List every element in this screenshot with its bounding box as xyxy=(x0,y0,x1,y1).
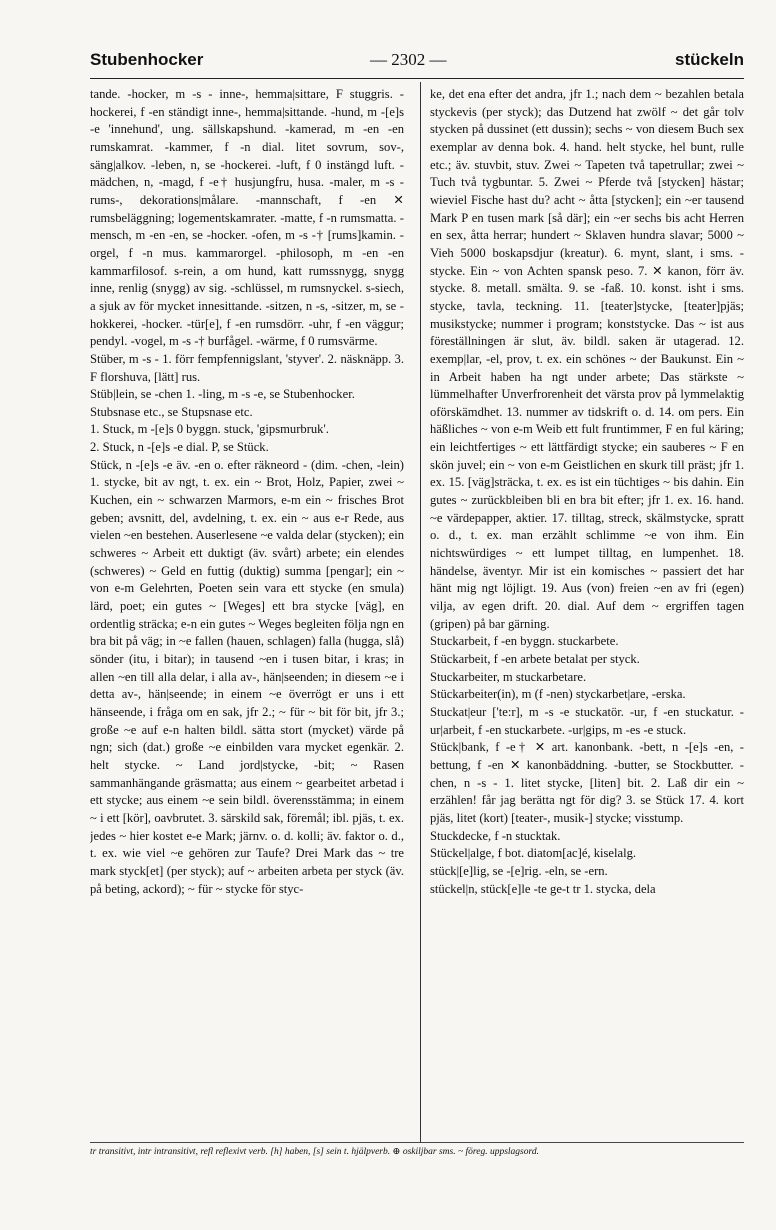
entry-paragraph: Stuckat|eur ['te:r], m -s -e stuckatör. -ur, f -en stuckatur. -ur|arbeit, f -en stuckarbete. -ur|gips, m -es -e stuck. xyxy=(430,704,744,737)
column-divider xyxy=(420,82,421,1142)
entry-paragraph: stückel|n, stück[e]le -te ge-t tr 1. stycka, dela xyxy=(430,881,656,896)
entry-paragraph: Stuckarbeit, f -en byggn. stuckarbete. xyxy=(430,634,619,649)
entry-paragraph: tande. -hocker, m -s - inne-, hemma|sittare, F stuggris. -hockerei, f -en ständigt inne-, hemma|sittande. -hund, m -[e]s -e 'innehund', ung. sällskapshund. -kamerad, m -en -en rumskamrat. -kammer, f -n dial. litet sovrum, sov-, säng|alkov. -leben, n, se -hockerei. -luft, f 0 instängd luft. -mädchen, n, -magd, f -e† husjungfru, husa. -maler, m -s - rums-, dekorations|målare. -mannschaft, f -en ✕ rumsbeläggning; logementskamrater. -matte, f -n rumsmatta. -mensch, m -en -en, se -hocker. -ofen, m -s -† [rums]kamin. -orgel, f -n mus. kammarorgel. -philosoph, m -en -en kammarfilosof. s-rein, a om hund, katt rumssnygg, snygg inne, renlig (snygg) av sig. -schlüssel, m rumsnyckel. s-siech, a sjuk av för mycket innesittande. -sitzen, n -s, -sitzer, m, se -hokkerei, -hocker. -tür[e], f -en rumsdörr. -uhr, f -en väggur; pendyl. -vogel, m -s -† burfågel. -wärme, f 0 rumsvärme. xyxy=(90,87,404,349)
entry-paragraph: ke, det ena efter det andra, jfr 1.; nach dem ~ bezahlen betala styckevis (per styck); das Dutzend hat zwölf ~ det går tolv stycken på dussinet (ett dussin); sechs ~ von diesem Buch sex exemplar av denna bok. 4. hand. helt stycke, hel bunt, rulle etc.; äv. stuvbit, stuv. Zwei ~ Tapeten två tapetrullar; zwei ~ Tuch två tygbuntar. 5. Zwei ~ Pferde två [stycken] hästar; wieviel Fische hast du? acht ~ åtta [stycken]; ein ~er tausend Mark P en tusen mark [så där]; ein ~er sechs bis acht Herren en sex, åtta herrar; hundert ~ Sklaven hundra slavar; 5000 ~ Vieh 5000 boskapsdjur (kreatur). 6. mynt, slant, i sms. -stycke. Ein ~ von Achten spansk peso. 7. ✕ kanon, förr äv. stycke. 8. metall. smälta. 9. se -faß. 10. konst. isht i sms. stycke, tavla, teckning. 11. [teater]stycke, [teater]pjäs; musikstycke; nummer i program; konststycke. Das ~ ist aus föreställningen är slut, äv. bildl. saken är utagerad. 12. exemp|lar, -el, prov, t. ex. ein schönes ~ der Baukunst. Ein ~ in Arbeit haben ha ngt under arbete; Das stärkste ~ lümmelhafter Unverfrorenheit det värsta prov på lymmelaktig oförskämdhet. 13. nummer av tidskrift o. d. 14. om pers. Ein häßliches ~ von e-m Weib ett fult fruntimmer, F en ful käring; ein leichtfertiges ~ ett lättfärdigt stycke; ein sauberes ~ F en skön juvel; ein ~ von e-m Geistlichen en skurk till präst; jfr 1. ex. 15. [väg]sträcka, t. ex. es ist ein tüchtiges ~ bis dahin. Ein gutes ~ zurückbleiben bli en bra bit efter; jfr 1. ex. 16. hand. ~e värdepapper, aktier. 17. tilltag, streck, skälmstycke, spratt o. d., t. ex. man erzählt schlimme ~e von ihm. Ein nichtswürdiges ~ ett lumpet tilltag, en lumpenhet. 18. händelse, äventyr. Mir ist ein komisches ~ passiert det har hänt mig ngt löjligt. 19. Aus (von) freien ~en av fri (egen) vilja, av egen drift. 20. dial. Auf dem ~ ergriffen tagen (gripen) på bar gärning. xyxy=(430,87,744,631)
left-column xyxy=(90,86,404,1136)
entry-paragraph: Stubsnase etc., se Stupsnase etc. xyxy=(90,404,253,419)
page-number: — 2302 — xyxy=(370,50,447,69)
entry-paragraph: Stückel|alge, f bot. diatom[ac]é, kiselalg. xyxy=(430,846,637,861)
header-right-guideword: stückeln xyxy=(675,50,744,69)
abbreviation-footer: tr transitivt, intr intransitivt, refl reflexivt verb. [h] haben, [s] sein t. hjälpverb. ⊕ oskiljbar sms. ~ föreg. uppslagsord. xyxy=(90,1147,539,1157)
footer-rule xyxy=(90,1142,744,1143)
entry-paragraph: 1. Stuck, m -[e]s 0 byggn. stuck, 'gipsmurbruk'. xyxy=(90,422,329,437)
entry-paragraph: Stuckdecke, f -n stucktak. xyxy=(430,828,561,843)
entry-paragraph: Stück, n -[e]s -e äv. -en o. efter räkneord - (dim. -chen, -lein) 1. stycke, bit av ngt, t. ex. ein ~ Brot, Holz, Papier, zwei ~ Kuchen, ein ~ schwarzen Marmors, e-m ein ~ frisches Brot geben; avsnitt, del, avdelning, t. ex. ein ~ aus e-r Rede, aus vielen ~en bestehen. Auserlesene ~e valda delar (stycken); ein schweres ~ Arbeit ett duktigt (äv. svårt) arbete; ein elendes (schweres) ~ Geld en futtig (duktig) summa [pengar]; ein ~ von e-m Gelehrten, Poeten sein vara ett stycke (en smula) lärd, poet; ein gutes ~ [Weges] ett bra stycke [väg], en ordentlig sträcka; e-n ein gutes ~ Weges begleiten följa ngn en bra bit på väg; in ~e fallen (hauen, schlagen) falla (hugga, slå) sönder (itu, i bitar); in tausend ~en i tusen bitar, i kras; in allen ~en till alla delar, i alla av-, hän|seenden; in diesem ~e i detta av-, hän|seende; in einem ~e överrögt er uns i ett hänseende, i fråga om en sak, jfr 2.; ~ für ~ bit för bit, jfr 3.; große ~e auf e-n halten bildl. sätta stort (mycket) värde på ngn; sich (dat.) große ~e einbilden vara mycket egenkär. 2. helt stycke. ~ Land jord|stycke, -bit; ~ Rasen sammanhängande gräsmatta; aus einem ~ gearbeitet arbetad i ett stycke; aus einem ~e sein bildl. överensstämma; in einem ~ i ett [kör], oavbrutet. 3. särskild sak, föremål; ibl. pjäs, t. ex. jedes ~ hier kostet e-e Mark; järnv. o. d. kolli; äv. faktor o. d., t. ex. wie viel ~e gehören zur Taufe? Drei Mark das ~ tre mark styck[et] (per styck); auf ~ arbeiten arbeta per styck (äv. på beting, ackord); ~ für ~ stycke för styc- xyxy=(90,457,404,896)
entry-paragraph: 2. Stuck, n -[e]s -e dial. P, se Stück. xyxy=(90,440,269,455)
entry-paragraph: Stück|bank, f -e† ✕ art. kanonbank. -bett, n -[e]s -en, -bettung, f -en ✕ kanonbäddning. -butter, se Stockbutter. -chen, n -s - 1. litet stycke, [liten] bit. 2. Laß dir ein ~ erzählen! får jag berätta ngt för dig? 3. se Stück 17. 4. kort pjäs, litet (kort) [teater-, musik-] stycke; visstump. xyxy=(430,740,744,825)
entry-paragraph: Stüb|lein, se -chen 1. -ling, m -s -e, se Stubenhocker. xyxy=(90,387,355,402)
entry-paragraph: Stuckarbeiter, m stuckarbetare. xyxy=(430,669,587,684)
header-rule xyxy=(90,78,744,79)
entry-paragraph: stück|[e]lig, se -[e]rig. -eln, se -ern. xyxy=(430,863,608,878)
page-header xyxy=(90,50,744,74)
entry-paragraph: Stückarbeiter(in), m (f -nen) styckarbet|are, -erska. xyxy=(430,687,686,702)
entry-paragraph: Stückarbeit, f -en arbete betalat per styck. xyxy=(430,652,640,666)
entry-paragraph: Stüber, m -s - 1. förr fempfennigslant, 'styver'. 2. näsknäpp. 3. F florshuva, [lätt] rus. xyxy=(90,351,404,384)
header-left-guideword: Stubenhocker xyxy=(90,50,204,69)
right-column xyxy=(430,86,744,1136)
